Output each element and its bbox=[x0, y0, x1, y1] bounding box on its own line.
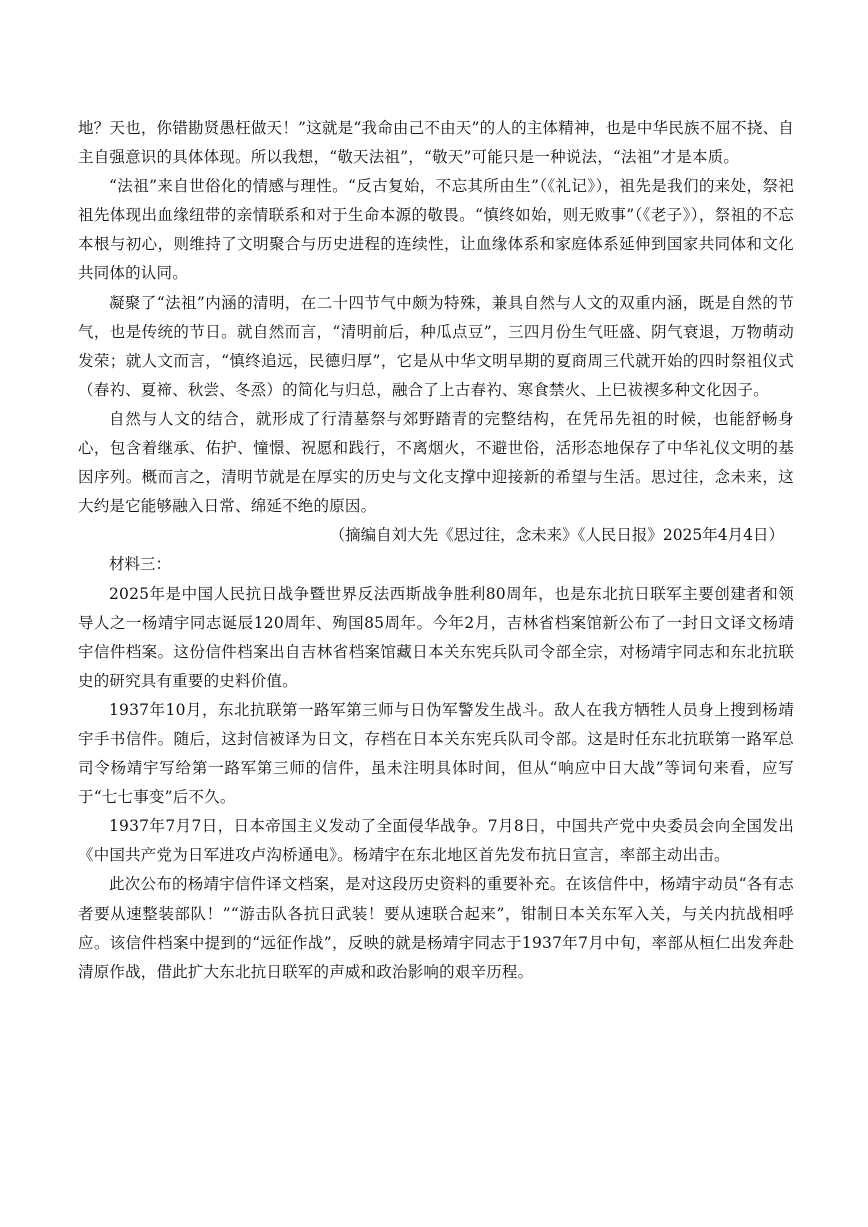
paragraph-4: 自然与人文的结合，就形成了行清墓祭与郊野踏青的完整结构，在凭吊先祖的时候，也能舒畅身心，包含着继承、佑护、憧憬、祝愿和践行，不离烟火，不避世俗，活形态地保存了中华礼仪文明的基因序列。概而言之，清明节就是在厚实的历史与文化支撑中迎接新的希望与生活。思过往，念未来，这大约是它能够融入日常、绵延不绝的原因。 bbox=[78, 409, 794, 516]
paragraph-1: 地？天也，你错勘贤愚枉做天！”这就是“我命由己不由天”的人的主体精神，也是中华民族不屈不挠、自主自强意识的具体体现。所以我想，“敬天法祖”，“敬天”可能只是一种说法，“法祖”才是本质。 bbox=[78, 119, 794, 167]
paragraph-8: 此次公布的杨靖宇信件译文档案，是对这段历史资料的重要补充。在该信件中，杨靖宇动员“各有志者要从速整装部队！”“游击队各抗日武装！要从速联合起来”，钳制日本关东军入关，与关内抗战相呼应。该信件档案中提到的“远征作战”，反映的就是杨靖宇同志于1937年7月中旬，率部从桓仁出发奔赴清原作战，借此扩大东北抗日联军的声威和政治影响的艰辛历程。 bbox=[78, 875, 794, 981]
material-label: 材料三： bbox=[109, 555, 172, 574]
paragraph-6: 1937年10月，东北抗联第一路军第三师与日伪军警发生战斗。敌人在我方牺牲人员身上搜到杨靖宇手书信件。随后，这封信被译为日文，存档在日本关东宪兵队司令部。这是时任东北抗联第一路军总司令杨靖宇写给第一路军第三师的信件，虽未注明具体时间，但从“响应中日大战”等词句来看，应写于“七七事变”后不久。 bbox=[78, 700, 794, 807]
paragraph-3: 凝聚了“法祖”内涵的清明，在二十四节气中颇为特殊，兼具自然与人文的双重内涵，既是自然的节气，也是传统的节日。就自然而言，“清明前后，种瓜点豆”，三四月份生气旺盛、阴气衰退，万物萌动发荣；就人文而言，“慎终追远，民德归厚”，它是从中华文明早期的夏商周三代就开始的四时祭祖仪式（春礿、夏禘、秋尝、冬烝）的简化与归总，融合了上古春礿、寒食禁火、上巳祓禊多种文化因子。 bbox=[78, 293, 794, 399]
paragraph-2: “法祖”来自世俗化的情感与理性。“反古复始，不忘其所由生”（《礼记》），祖先是我们的来处，祭祀祖先体现出血缘纽带的亲情联系和对于生命本源的敬畏。“慎终如始，则无败事”（《老子》），祭祖的不忘本根与初心，则维持了文明聚合与历史进程的连续性，让血缘体系和家庭体系延伸到国家共同体和文化共同体的认同。 bbox=[78, 177, 794, 283]
source-citation: （摘编自刘大先《思过往，念未来》《人民日报》2025年4月4日） bbox=[329, 526, 784, 545]
paragraph-7: 1937年7月7日，日本帝国主义发动了全面侵华战争。7月8日，中国共产党中央委员会向全国发出《中国共产党为日军进攻卢沟桥通电》。杨靖宇在东北地区首先发布抗日宣言，率部主动出击。 bbox=[78, 817, 794, 865]
document-page bbox=[78, 114, 794, 987]
paragraph-5: 2025年是中国人民抗日战争暨世界反法西斯战争胜利80周年，也是东北抗日联军主要创建者和领导人之一杨靖宇同志诞辰120周年、殉国85周年。今年2月，吉林省档案馆新公布了一封日文译文杨靖宇信件档案。这份信件档案出自吉林省档案馆藏日本关东宪兵队司令部全宗，对杨靖宇同志和东北抗联史的研究具有重要的史料价值。 bbox=[78, 584, 794, 690]
